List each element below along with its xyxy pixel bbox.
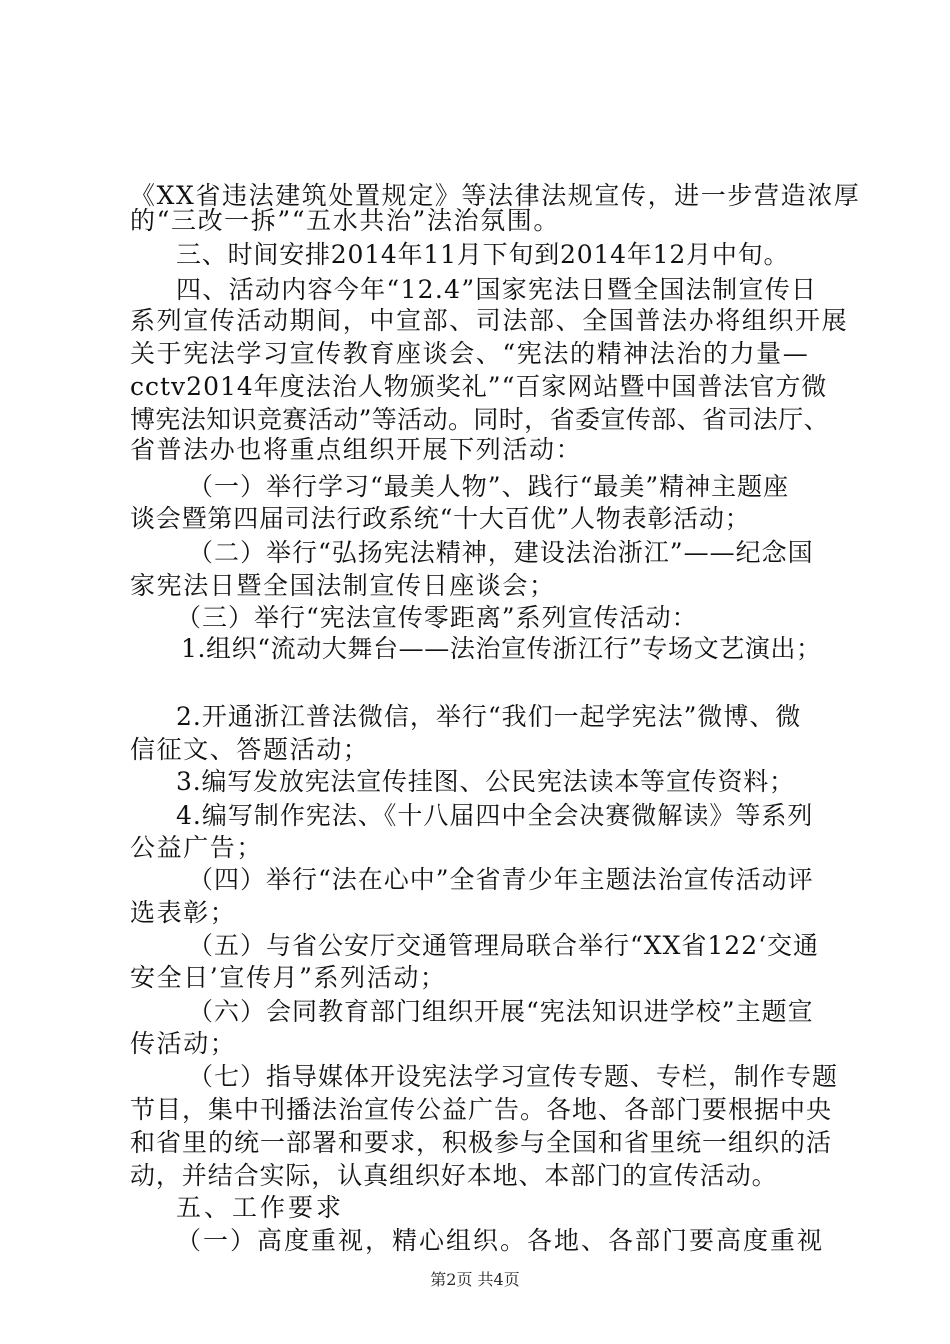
text-line: （六）会同教育部门组织开展“宪法知识进学校”主题宣 bbox=[188, 997, 814, 1026]
text-line: （五）与省公安厅交通管理局联合举行“XX省122‘交通 bbox=[188, 931, 820, 960]
text-line: （四）举行“法在心中”全省青少年主题法治宣传活动评 bbox=[188, 865, 814, 894]
text-line: 动，并结合实际，认真组织好本地、本部门的宣传活动。 bbox=[130, 1161, 778, 1190]
text-line: 关于宪法学习宣传教育座谈会、“宪法的精神法治的力量— bbox=[130, 339, 810, 368]
text-line: 和省里的统一部署和要求，积极参与全国和省里统一组织的活 bbox=[130, 1128, 833, 1157]
text-line: （二）举行“弘扬宪法精神，建设法治浙江”——纪念国 bbox=[188, 538, 814, 567]
text-line: 五、工作要求 bbox=[176, 1193, 345, 1222]
text-line: （七）指导媒体开设宪法学习宣传专题、专栏，制作专题 bbox=[188, 1062, 839, 1091]
text-line: （三）举行“宪法宣传零距离”系列宣传活动： bbox=[176, 603, 698, 632]
text-line: 3.编写发放宪法宣传挂图、公民宪法读本等宣传资料； bbox=[176, 767, 795, 796]
text-line: 的“三改一拆”“五水共治”法治氛围。 bbox=[130, 206, 560, 235]
text-line: 公益广告； bbox=[130, 833, 264, 862]
text-line: 四、活动内容今年“12.4”国家宪法日暨全国法制宣传日 bbox=[176, 275, 818, 304]
text-line: 谈会暨第四届司法行政系统“十大百优”人物表彰活动； bbox=[130, 504, 751, 533]
text-line: （一）高度重视，精心组织。各地、各部门要高度重视 bbox=[176, 1226, 825, 1255]
text-line: 安全日’宣传月”系列活动； bbox=[130, 963, 447, 992]
text-line: 博宪法知识竞赛活动”等活动。同时，省委宣传部、省司法厅、 bbox=[130, 405, 829, 434]
text-line: 1.组织“流动大舞台——法治宣传浙江行”专场文艺演出； bbox=[181, 634, 822, 663]
page-number-footer: 第2页 共4页 bbox=[430, 1270, 520, 1289]
text-line: 信征文、答题活动； bbox=[130, 735, 370, 764]
text-line: （一）举行学习“最美人物”、践行“最美”精神主题座 bbox=[188, 472, 790, 501]
text-line: 4.编写制作宪法、《十八届四中全会决赛微解读》等系列 bbox=[176, 801, 814, 830]
text-line: 省普法办也将重点组织开展下列活动： bbox=[130, 435, 583, 464]
text-line: 《XX省违法建筑处置规定》等法律法规宣传，进一步营造浓厚 bbox=[130, 181, 861, 210]
text-line: 传活动； bbox=[130, 1029, 237, 1058]
text-line: 选表彰； bbox=[130, 898, 237, 927]
text-line: 系列宣传活动期间，中宣部、司法部、全国普法办将组织开展 bbox=[130, 306, 849, 335]
text-line: cctv2014年度法治人物颁奖礼”“百家网站暨中国普法官方微 bbox=[130, 372, 828, 401]
text-line: 2.开通浙江普法微信，举行“我们一起学宪法”微博、微 bbox=[176, 702, 802, 731]
text-line: 三、时间安排2014年11月下旬到2014年12月中旬。 bbox=[176, 240, 790, 269]
text-line: 家宪法日暨全国法制宣传日座谈会； bbox=[130, 571, 556, 600]
text-line: 节目，集中刊播法治宣传公益广告。各地、各部门要根据中央 bbox=[130, 1095, 833, 1124]
